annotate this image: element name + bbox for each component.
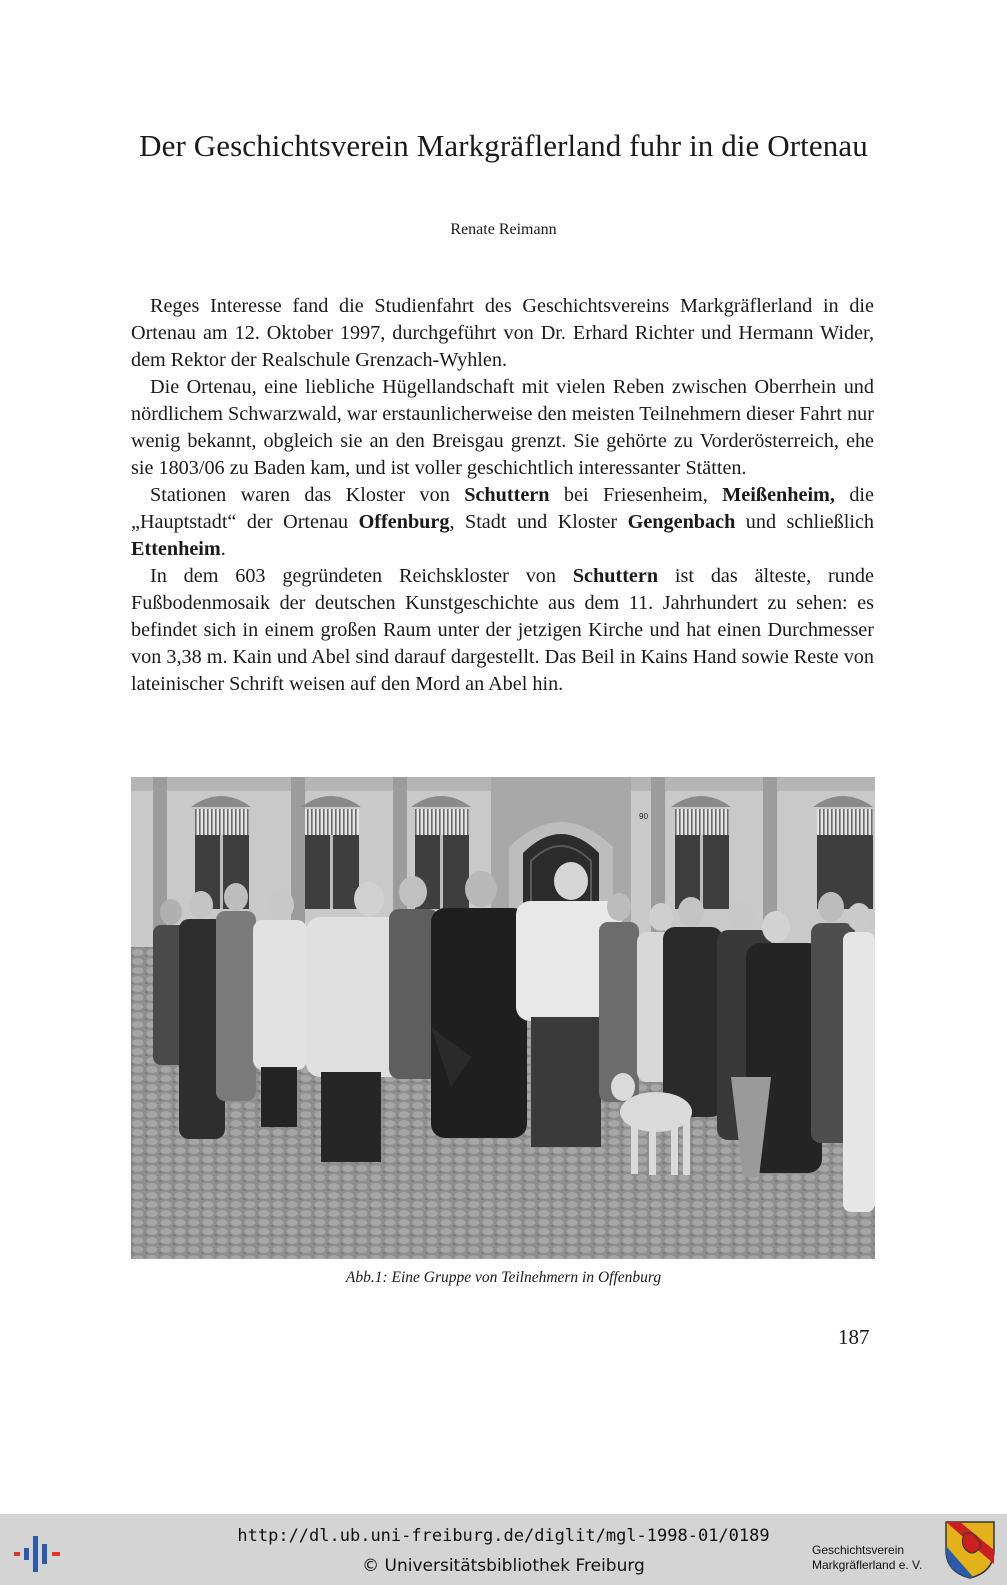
bold-place-name: Meißenheim, xyxy=(722,484,835,506)
footer-org-line1: Geschichtsverein xyxy=(812,1543,905,1557)
bold-place-name: Schuttern xyxy=(464,484,550,506)
footer-url-link[interactable]: http://dl.ub.uni-freiburg.de/diglit/mgl-1998-01/0189 xyxy=(237,1526,770,1546)
text-run: Die Ortenau, eine liebliche Hügellandschaft mit vielen Reben zwischen Oberrhein und nördlichem Schwarzwald, war erstaunlicherweise den meisten Teilnehmern dieser Fahrt nur wenig bekannt, obgleich sie an den Breisgau grenzt. Sie gehörte zu Vorderösterreich, ehe sie 1803/06 zu Baden kam, und ist voller geschichtlich interessanter Stätten. xyxy=(131,376,874,479)
figure-caption: Abb.1: Eine Gruppe von Teilnehmern in Offenburg xyxy=(345,1269,662,1286)
bold-place-name: Ettenheim xyxy=(131,538,221,560)
body-paragraph xyxy=(131,374,874,482)
page-number: 187 xyxy=(838,1325,870,1349)
bold-place-name: Schuttern xyxy=(572,565,659,587)
text-run: In dem 603 gegründeten Reichskloster von xyxy=(150,565,573,587)
article-body xyxy=(131,293,874,698)
article-author: Renate Reimann xyxy=(450,221,557,238)
footer-bar xyxy=(0,1514,1007,1585)
text-run: und schließlich xyxy=(735,511,874,533)
text-run: Stationen waren das Kloster von xyxy=(150,484,465,506)
bold-place-name: Gengenbach xyxy=(627,511,736,533)
footer-copyright: © Universitätsbibliothek Freiburg xyxy=(362,1556,645,1576)
body-paragraph xyxy=(131,293,874,374)
text-run: . xyxy=(220,538,226,560)
body-paragraph xyxy=(131,482,874,563)
footer-org-line2: Markgräflerland e. V. xyxy=(812,1558,923,1572)
door-number: 90 xyxy=(639,812,648,821)
text-run: bei Friesenheim, xyxy=(549,484,723,506)
group-photo-image xyxy=(131,777,875,1259)
footer-organization xyxy=(812,1543,942,1573)
text-run: die „Hauptstadt“ der Ortenau xyxy=(131,484,874,533)
text-run: ist das älteste, runde Fußbodenmosaik der deutschen Kunstgeschichte aus dem 11. Jahrhundert zu sehen: es befindet sich in einem großen Raum unter der jetzigen Kirche und hat einen Durchmesser von 3,38 m. Kain und Abel sind darauf dargestellt. Das Beil in Kains Hand sowie Reste von lateinischer Schrift weisen auf den Mord an Abel hin. xyxy=(131,565,874,695)
crest-icon xyxy=(944,1520,996,1580)
body-paragraph xyxy=(131,563,874,698)
text-run: , Stadt und Kloster xyxy=(449,511,628,533)
text-run: Reges Interesse fand die Studienfahrt des Geschichtsvereins Markgräflerland in die Ortenau am 12. Oktober 1997, durchgeführt von Dr. Erhard Richter und Hermann Wider, dem Rektor der Realschule Grenzach-Wyhlen. xyxy=(131,295,874,371)
bold-place-name: Offenburg xyxy=(358,511,450,533)
group-photo xyxy=(131,777,875,1259)
article-title: Der Geschichtsverein Markgräflerland fuhr in die Ortenau xyxy=(139,128,868,163)
